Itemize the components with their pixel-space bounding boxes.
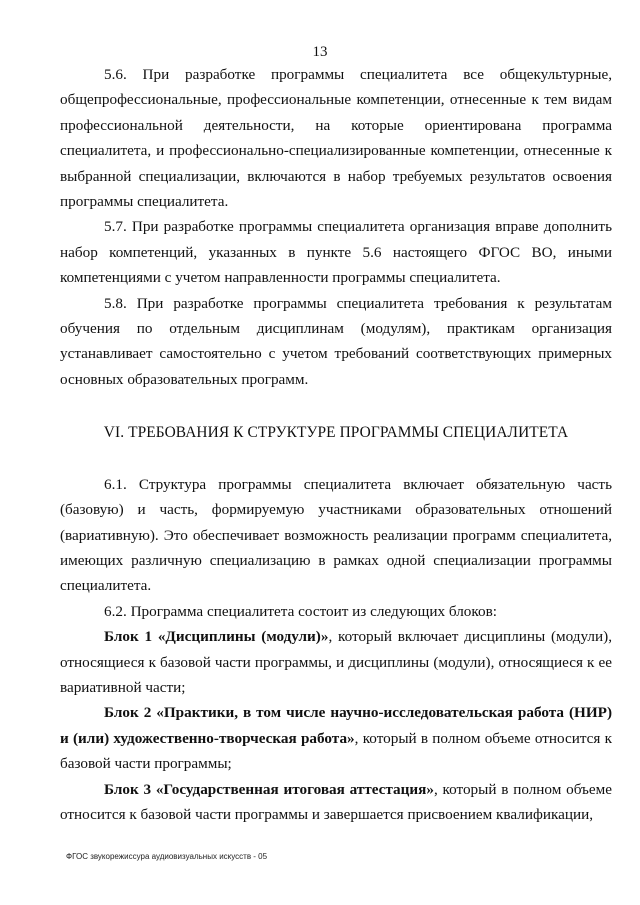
- paragraph-6-2: 6.2. Программа специалитета состоит из следующих блоков:: [104, 602, 497, 620]
- block-2-description: , который в полном объеме относится к базовой части программы;: [60, 729, 612, 773]
- paragraph-5-6: 5.6. При разработке программы специалитета все общекультурные, общепрофессиональные, профессиональные компетенции, отнесенные к тем видам профессиональной деятельности, на которые ориентирована программа специалитета, и профессионально-специализированные компетенции, отнесенные к выбранной специализации, включаются в набор требуемых результатов освоения программы специалитета.: [60, 66, 612, 211]
- paragraph-5-7: 5.7. При разработке программы специалитета организация вправе дополнить набор компетенций, указанных в пункте 5.6 настоящего ФГОС ВО, иными компетенциями с учетом направленности программы специалитета.: [60, 218, 612, 287]
- paragraph-5-8: 5.8. При разработке программы специалитета требования к результатам обучения по отдельным дисциплинам (модулям), практикам организация устанавливает самостоятельно с учетом требований соответствующих примерных основных образовательных программ.: [60, 294, 612, 388]
- block-1-title: Блок 1 «Дисциплины (модули)»: [104, 628, 329, 646]
- paragraph-block-2: [60, 700, 612, 776]
- paragraph-6-1: 6.1. Структура программы специалитета включает обязательную часть (базовую) и часть, формируемую участниками образовательных отношений (вариативную). Это обеспечивает возможность реализации программ специалитета, имеющих различную специализацию в рамках одной специализации программы специалитета.: [60, 475, 612, 595]
- document-body: [60, 62, 612, 827]
- block-3-description: , который в полном объеме относится к базовой части программы и завершается присвоением квалификации,: [60, 780, 612, 823]
- paragraph-block-1: [60, 624, 612, 700]
- block-1-description: , который включает дисциплины (модули), относящиеся к базовой части программы, и дисциплины (модули), относящиеся к ее вариативной части;: [60, 628, 612, 696]
- page-number: 13: [312, 44, 328, 60]
- page-footer: ФГОС звукорежиссура аудиовизуальных искусств - 05: [66, 852, 268, 861]
- section-heading: VI. ТРЕБОВАНИЯ К СТРУКТУРЕ ПРОГРАММЫ СПЕЦИАЛИТЕТА: [103, 424, 569, 442]
- block-2-title: Блок 2 «Практики, в том числе научно-исследовательская работа (НИР) и (или) художественно-творческая работа»: [60, 704, 612, 747]
- block-3-title: Блок 3 «Государственная итоговая аттестация»: [104, 780, 434, 798]
- paragraph-block-3: [60, 777, 612, 828]
